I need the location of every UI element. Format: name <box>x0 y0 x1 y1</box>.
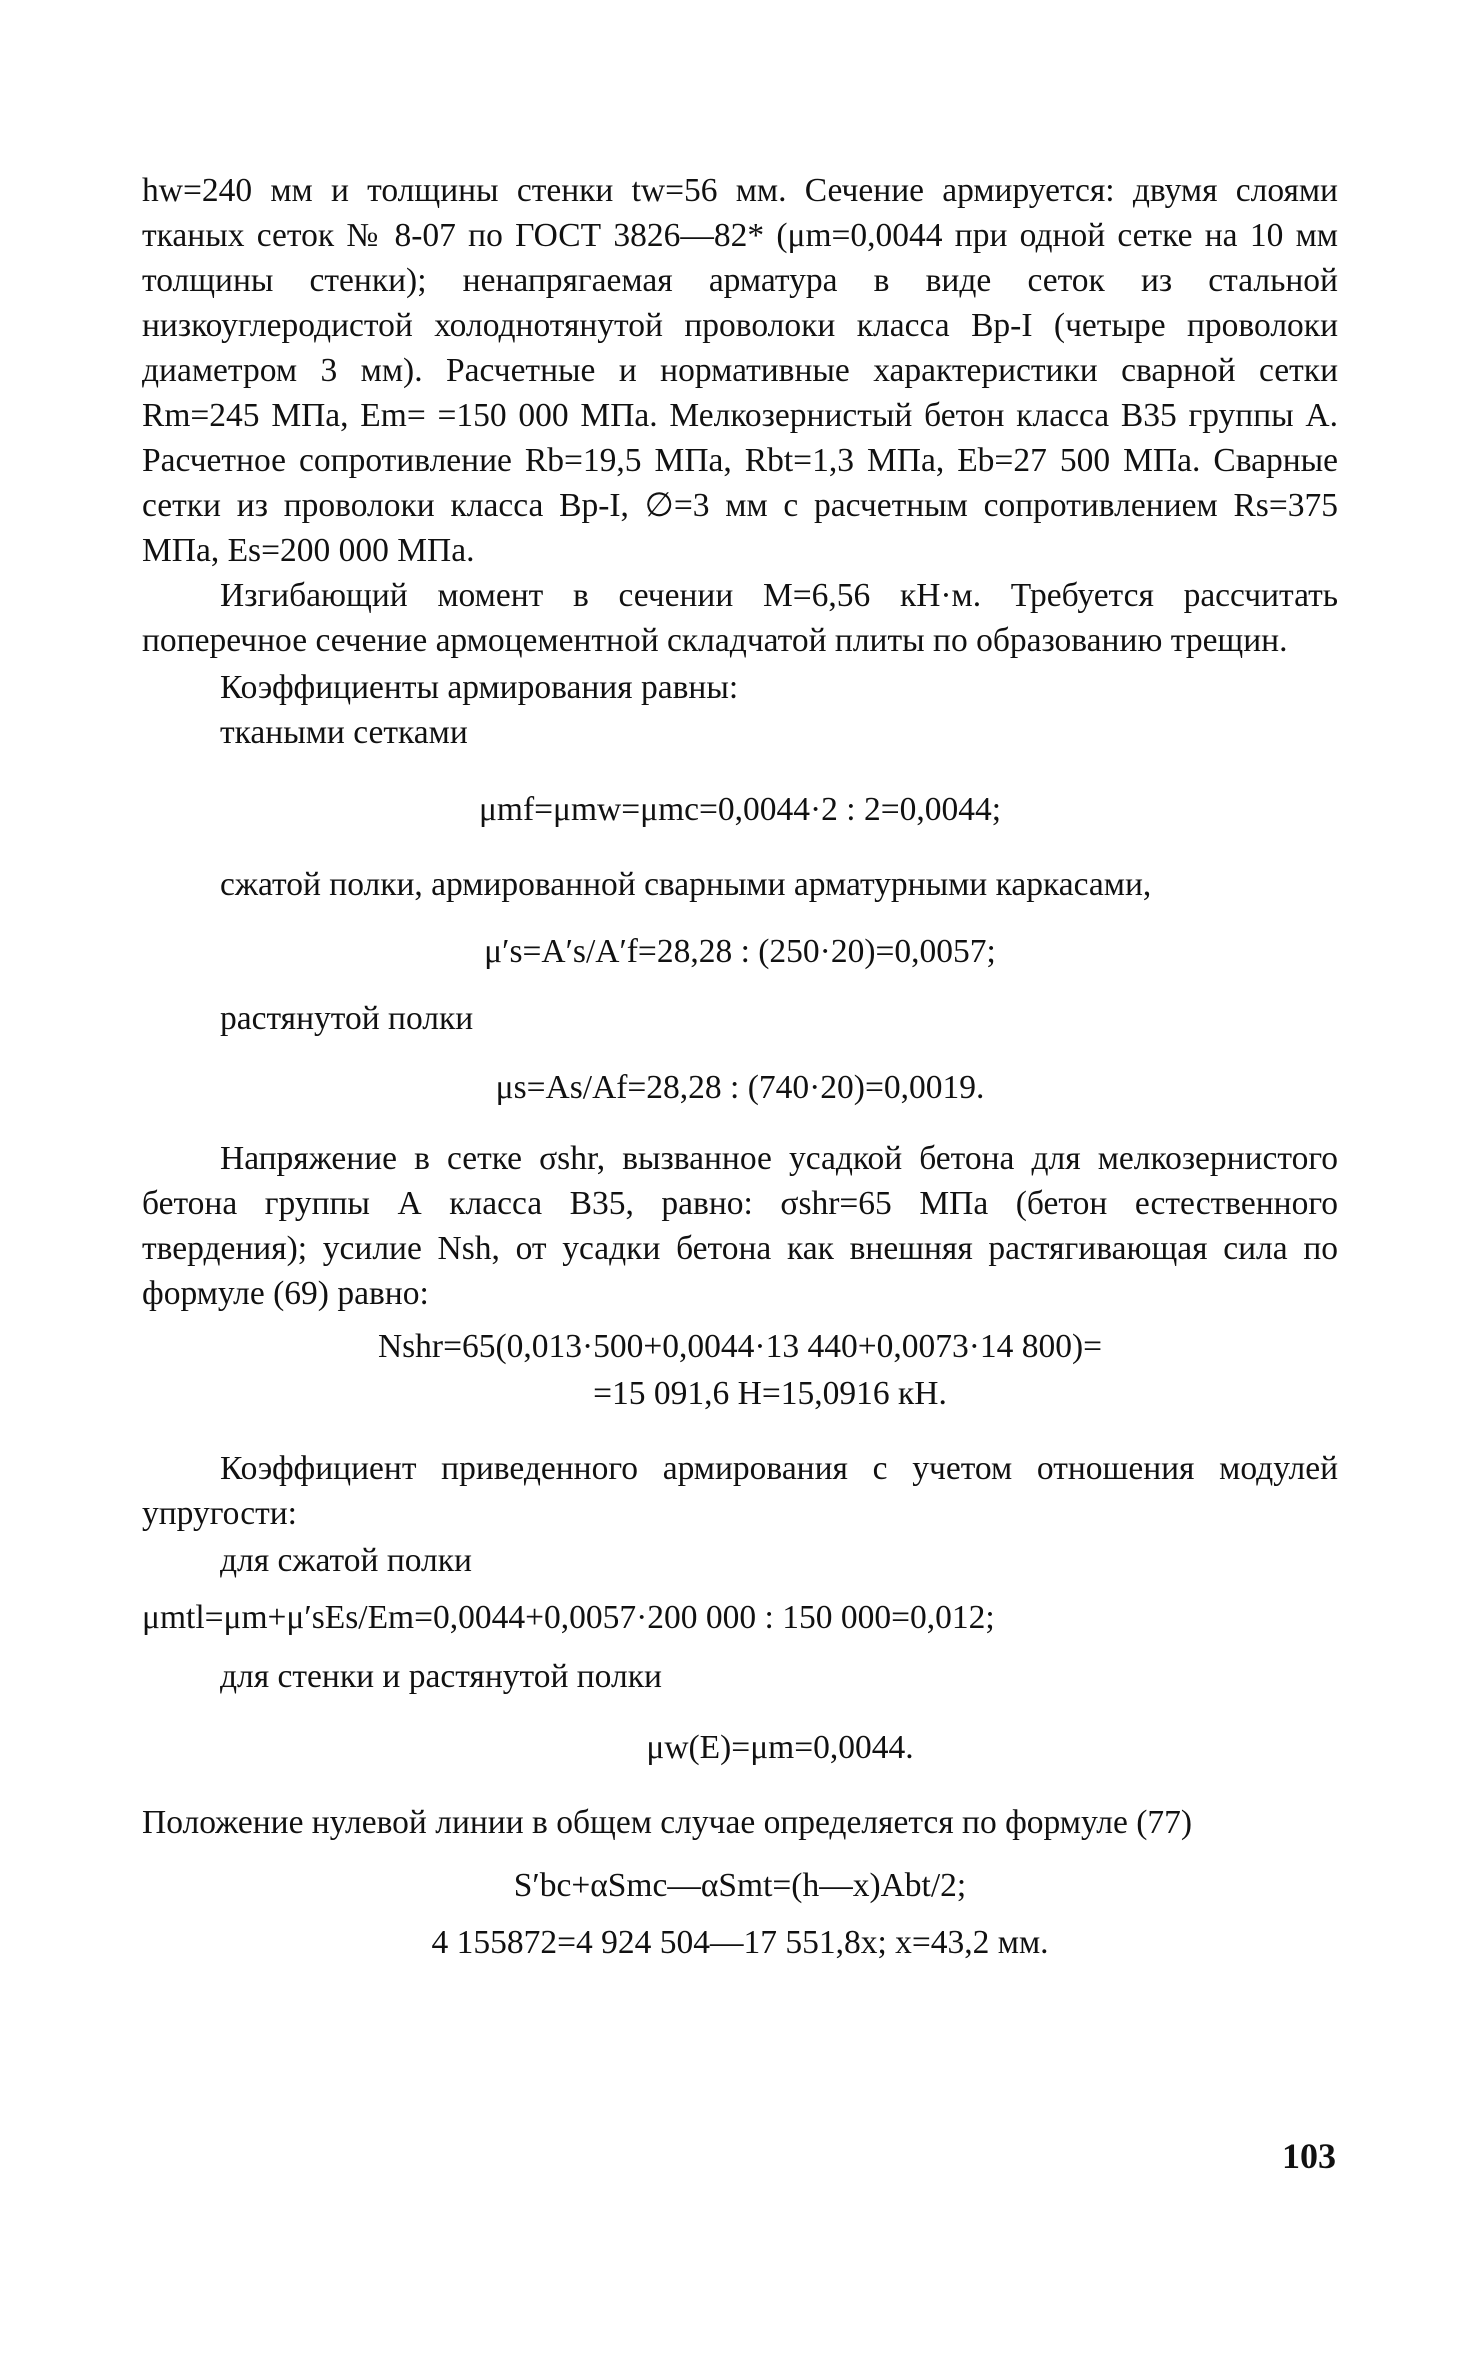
formula-mu-web: μw(E)=μm=0,0044. <box>646 1729 914 1766</box>
formula-mu-woven: μmf=μmw=μmc=0,0044·2 : 2=0,0044; <box>478 791 1002 828</box>
label-web-and-tensioned-flange: для стенки и растянутой полки <box>220 1658 662 1695</box>
formula-shrinkage-force-line1: Nshr=65(0,013·500+0,0044·13 440+0,0073·14 800)= <box>377 1328 1103 1365</box>
paragraph-reinforcement-intro: Коэффициенты армирования равны: <box>220 669 739 706</box>
formula-mu-compressed: μ′s=A′s/A′f=28,28 : (250·20)=0,0057; <box>484 933 996 970</box>
label-compressed-flange: для сжатой полки <box>220 1542 472 1579</box>
formula-neutral-axis-equation: S′bc+αSmc—αSmt=(h—x)Abt/2; <box>513 1867 967 1904</box>
paragraph-section-description: hw=240 мм и толщины стенки tw=56 мм. Сечение армируется: двумя слоями тканых сеток № 8-07 по ГОСТ 3826—82* (μm=0,0044 при одной сетке на 10 мм толщины стенки); ненапрягаемая арматура в виде сеток из стальной низкоуглеродистой холоднотянутой проволоки класса Вр-I (четыре проволоки диаметром 3 мм). Расчетные и нормативные характеристики сварной сетки Rm=245 МПа, Em= =150 000 МПа. Мелкозернистый бетон класса В35 группы А. Расчетное сопротивление Rb=19,5 МПа, Rbt=1,3 МПа, Eb=27 500 МПа. Сварные сетки из проволоки класса Вр-I, ∅=3 мм с расчетным сопротивлением Rs=375 МПа, Es=200 000 МПа. <box>142 172 1338 569</box>
label-woven-meshes: ткаными сетками <box>220 714 468 751</box>
formula-mu-tensioned: μs=As/Af=28,28 : (740·20)=0,0019. <box>495 1069 985 1106</box>
paragraph-task-statement: Изгибающий момент в сечении M=6,56 кН·м. Требуется рассчитать поперечное сечение армоцементной складчатой плиты по образованию трещин. <box>142 577 1338 659</box>
page-body <box>142 168 1338 1965</box>
formula-shrinkage-force-line2: =15 091,6 Н=15,0916 кН. <box>593 1375 947 1412</box>
formula-mu-mtl: μmtl=μm+μ′sEs/Em=0,0044+0,0057·200 000 : 150 000=0,012; <box>142 1599 995 1636</box>
paragraph-compressed-flange: сжатой полки, армированной сварными арматурными каркасами, <box>220 866 1152 903</box>
page-number: 103 <box>1282 2136 1336 2176</box>
formula-neutral-axis-solution: 4 155872=4 924 504—17 551,8x; x=43,2 мм. <box>431 1924 1049 1961</box>
paragraph-reduced-reinforcement: Коэффициент приведенного армирования с учетом отношения модулей упругости: <box>142 1450 1338 1532</box>
paragraph-neutral-axis: Положение нулевой линии в общем случае определяется по формуле (77) <box>142 1804 1193 1841</box>
label-tensioned-flange: растянутой полки <box>220 1000 474 1037</box>
paragraph-shrinkage-stress: Напряжение в сетке σshr, вызванное усадкой бетона для мелкозернистого бетона группы А класса В35, равно: σshr=65 МПа (бетон естественного твердения); усилие Nsh, от усадки бетона как внешняя растягивающая сила по формуле (69) равно: <box>142 1140 1338 1312</box>
